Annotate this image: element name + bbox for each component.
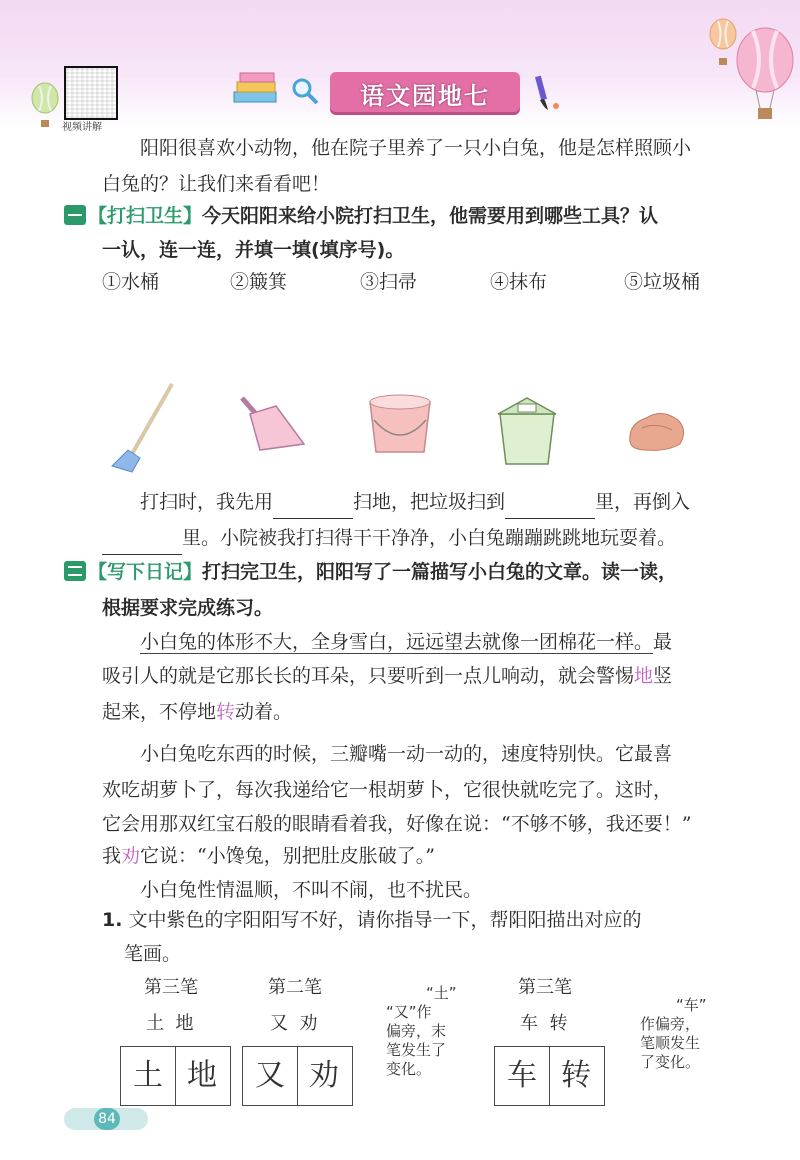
tracing-cell[interactable]: 转 [549,1047,603,1105]
stroke-note-che [640,996,740,1072]
section2-text-line2: 根据要求完成练习。 [102,597,274,619]
hot-air-balloon-icon [30,82,60,130]
tracing-cell[interactable]: 地 [175,1047,229,1105]
purple-char: 转 [216,701,236,723]
section1-text: 今天阳阳来给小院打扫卫生，他需要用到哪些工具？认 [202,205,659,227]
passage-text: 吸引人的就是它那长长的耳朵，只要听到一点儿响动，就会警惕 [102,665,635,687]
passage-line [140,628,672,656]
fill-text: 扫地，把垃圾扫到 [353,491,506,513]
tracing-cell[interactable]: 土 [121,1047,176,1105]
note-line: 作偏旁， [640,1015,701,1033]
fill-text: 里。小院被我打扫得干干净净，小白兔蹦蹦跳跳地玩耍着。 [182,527,677,549]
note-line: “又”作 [386,1003,432,1021]
question-text: 文中紫色的字阳阳写不好，请你指导一下，帮阳阳描出对应的 [128,909,642,931]
fill-text: 打扫时，我先用 [140,491,274,513]
page-title: 语文园地七 [360,82,490,110]
chars-label: 车 转 [520,1013,568,1034]
section2-heading [64,558,677,586]
tracing-cell[interactable]: 劝 [297,1047,351,1105]
qr-label: 视频讲解 [62,122,102,133]
tracing-grid [494,1046,605,1106]
note-line: 偏旁，末 [386,1022,447,1040]
books-icon [232,70,280,110]
note-line: 变化。 [386,1060,432,1078]
answer-blank-1[interactable] [273,490,353,519]
section2-tag: 【写下日记】 [88,561,203,583]
passage-text: 起来，不停地 [102,701,217,723]
tool-option: ③扫帚 [360,271,418,293]
passage-text: 我 [102,845,122,867]
passage-line: 它会用那双红宝石般的眼睛看着我，好像在说：“不够不够，我还要！” [102,813,692,835]
underlined-sentence: 小白兔的体形不大，全身雪白，远远望去就像一团棉花一样。 [140,631,654,653]
passage-text: 最 [653,631,673,653]
page-number: 84 [94,1108,120,1130]
section2-text: 打扫完卫生，阳阳写了一篇描写小白兔的文章。读一读， [202,561,678,583]
section1-text-line2: 一认，连一连，并填一填(填序号)。 [102,239,405,261]
section-one-icon [64,205,86,225]
note-line: “土” [426,984,457,1002]
answer-blank-3[interactable] [102,526,182,555]
broom-icon[interactable] [110,380,180,476]
passage-text: 竖 [653,665,673,687]
intro-line: 白兔的？让我们来看看吧！ [102,173,331,195]
section1-tag: 【打扫卫生】 [88,205,203,227]
purple-char: 地 [634,665,654,687]
qr-code[interactable] [64,66,118,120]
question-number: 1. [102,909,123,931]
section-two-icon [64,561,86,581]
fill-text: 里，再倒入 [595,491,691,513]
tracing-cell[interactable]: 又 [243,1047,298,1105]
purple-char: 劝 [121,845,141,867]
ink-brush-icon [534,72,562,112]
question-1 [102,906,642,934]
passage-line [102,662,672,690]
passage-line [102,698,292,726]
rag-icon[interactable] [626,404,688,454]
hot-air-balloon-icon [734,26,796,122]
dustpan-icon[interactable] [236,392,308,454]
note-line: 笔发生了 [386,1041,447,1059]
chars-label: 又 劝 [270,1013,318,1034]
section1-heading [64,202,658,230]
passage-line: 欢吃胡萝卜了，每次我递给它一根胡萝卜，它很快就吃完了。这时， [102,779,673,801]
passage-line: 小白兔吃东西的时候，三瓣嘴一动一动的，速度特别快。它最喜 [140,743,673,765]
tracing-grid [120,1046,231,1106]
stroke-order-label: 第三笔 [518,977,572,998]
fill-sentence-1 [140,488,690,519]
note-line: 笔顺发生 [640,1034,701,1052]
intro-line: 阳阳很喜欢小动物，他在院子里养了一只小白兔，他是怎样照顾小 [140,137,692,159]
tool-option: ⑤垃圾桶 [624,271,701,293]
trash-bin-icon[interactable] [494,392,560,468]
passage-text: 它说：“小馋兔，别把肚皮胀破了。” [140,845,435,867]
water-bucket-icon[interactable] [362,390,438,460]
passage-line [102,842,435,870]
tool-option: ②簸箕 [230,271,288,293]
stroke-note-tu-you [386,984,476,1079]
tool-option: ①水桶 [102,271,160,293]
fill-sentence-2 [102,524,676,555]
note-line: 了变化。 [640,1053,701,1071]
passage-text: 动着。 [235,701,293,723]
answer-blank-2[interactable] [505,490,595,519]
tool-option: ④抹布 [490,271,548,293]
note-line: “车” [676,996,707,1014]
stroke-order-label: 第二笔 [268,977,322,998]
tracing-cell[interactable]: 车 [495,1047,550,1105]
chars-label: 土 地 [146,1013,194,1034]
passage-line: 小白兔性情温顺，不叫不闹，也不扰民。 [140,879,483,901]
question-text-line2: 笔画。 [124,943,182,965]
stroke-order-label: 第三笔 [144,977,198,998]
tracing-grid [242,1046,353,1106]
magnifier-icon [290,76,320,106]
